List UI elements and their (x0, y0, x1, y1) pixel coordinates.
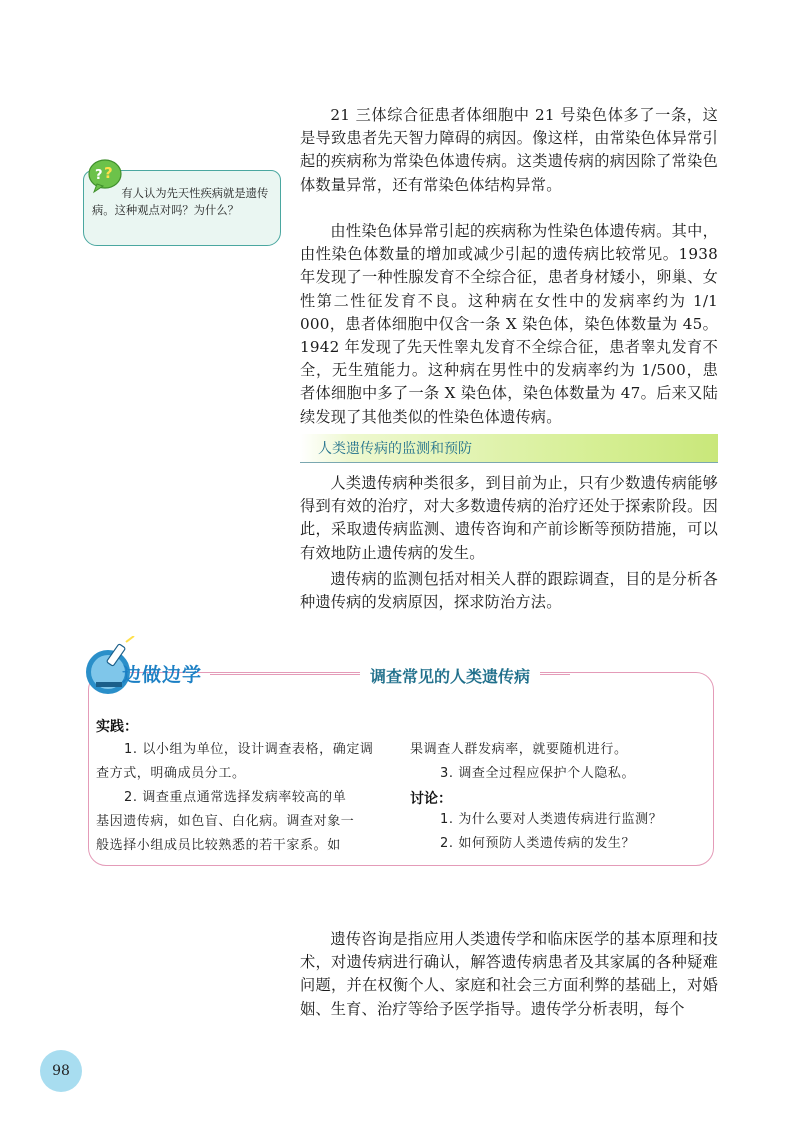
practice-heading: 实践： (96, 719, 138, 735)
practice-item-1-line-1: 1. 以小组为单位，设计调查表格，确定调 (124, 742, 374, 757)
paragraph-monitoring-intro: 人类遗传病种类很多，到目前为止，只有少数遗传病能够得到有效的治疗，对大多数遗传病的治疗还处于探索阶段。因此，采取遗传病监测、遗传咨询和产前诊断等预防措施，可以有效地防止遗传病的发生。 (300, 474, 718, 562)
svg-text:?: ? (104, 164, 113, 182)
paragraph-sex-chromosome: 由性染色体异常引起的疾病称为性染色体遗传病。其中，由性染色体数量的增加或减少引起的遗传病比较常见。1938 年发现了一种性腺发育不全综合征，患者身材矮小，卵巢、女性第二性征发育不良。这种病在女性中的发病率约为 1/1 000，患者体细胞中仅含一条 X 染色体，染色体数量为 45。1942 年发现了先天性睾丸发育不全综合征，患者睾丸发育不全，无生殖能力。这种病在男性中的发病率约为 1/500，患者体细胞中多了一条 X 染色体，染色体数量为 47。后来又陆续发现了其他类似的性染色体遗传病。 (300, 222, 718, 426)
activity-label: 边做边学 (122, 664, 203, 686)
practice-item-2-line-2: 基因遗传病，如色盲、白化病。调查对象一 (96, 814, 355, 829)
sidebar-note-text: 有人认为先天性疾病就是遗传病。这种观点对吗？为什么？ (92, 187, 269, 217)
page-number: 98 (40, 1050, 82, 1092)
practice-item-1-line-2: 查方式，明确成员分工。 (96, 766, 246, 781)
practice-item-2-line-1: 2. 调查重点通常选择发病率较高的单 (124, 790, 347, 805)
discussion-question-2: 2. 如何预防人类遗传病的发生？ (440, 836, 636, 851)
practice-item-3: 3. 调查全过程应保护个人隐私。 (440, 766, 636, 781)
section-title: 人类遗传病的监测和预防 (318, 441, 472, 457)
discussion-question-1: 1. 为什么要对人类遗传病进行监测？ (440, 812, 663, 827)
paragraph-trisomy: 21 三体综合征患者体细胞中 21 号染色体多了一条，这是导致患者先天智力障碍的病因。像这样，由常染色体异常引起的疾病称为常染色体遗传病。这类遗传病的病因除了常染色体数量异常，还有常染色体结构异常。 (300, 106, 718, 194)
svg-text:?: ? (95, 168, 103, 183)
paragraph-monitoring-detail: 遗传病的监测包括对相关人群的跟踪调查，目的是分析各种遗传病的发病原因，探求防治方法。 (300, 570, 718, 612)
question-bubble-icon (85, 156, 125, 194)
practice-item-2-line-3: 般选择小组成员比较熟悉的若干家系。如 (96, 838, 341, 853)
practice-item-2-line-4: 果调查人群发病率，就要随机进行。 (410, 742, 628, 757)
paragraph-genetic-counseling: 遗传咨询是指应用人类遗传学和临床医学的基本原理和技术，对遗传病进行确认，解答遗传病患者及其家属的各种疑难问题，并在权衡个人、家庭和社会三方面利弊的基础上，对婚姻、生育、治疗等给予医学指导。遗传学分析表明，每个 (300, 930, 718, 1018)
activity-title: 调查常见的人类遗传病 (360, 664, 540, 687)
section-underline (300, 462, 718, 463)
discussion-heading: 讨论： (410, 791, 452, 807)
